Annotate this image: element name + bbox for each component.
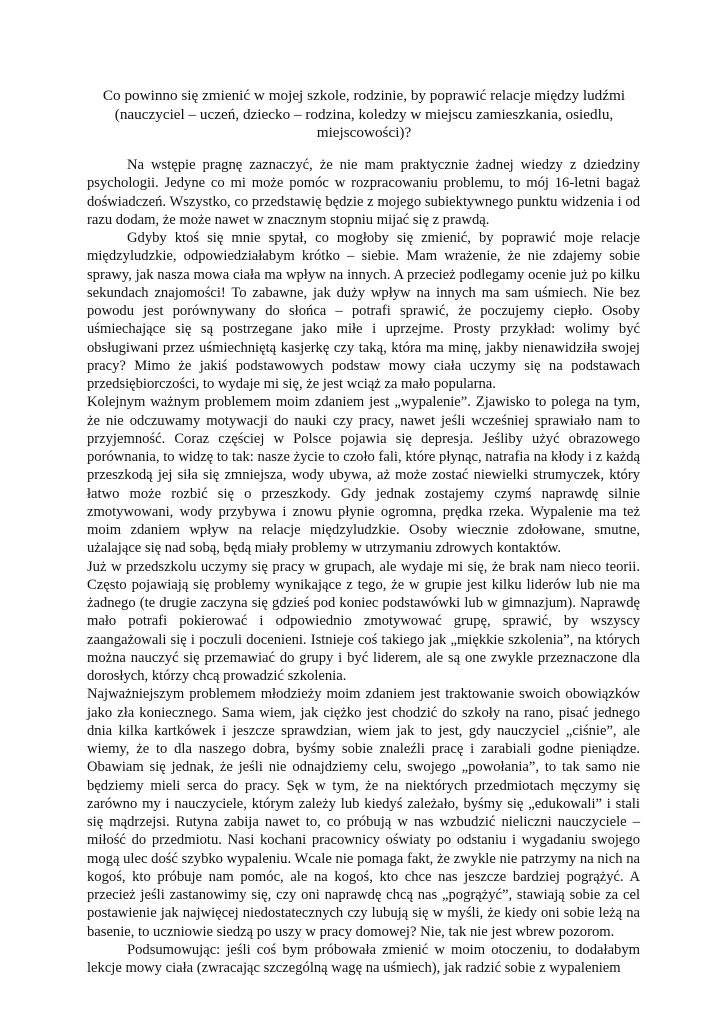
paragraph-intro: Na wstępie pragnę zaznaczyć, że nie mam praktycznie żadnej wiedzy z dziedziny psychologii. Jedyne co mi może pomóc w rozpracowaniu problemu, to mój 16-letni bagaż doświadczeń. Wszystko, co przedstawię będzie z mojego subiektywnego punktu widzenia i od razu dodam, że może nawet w znacznym stopniu mijać się z prawdą. xyxy=(87,157,640,228)
paragraph-body-language: Gdyby ktoś się mnie spytał, co mogłoby się zmienić, by poprawić moje relacje międzyludzkie, odpowiedziałabym krótko – siebie. Mam wrażenie, że nie zdajemy sobie sprawy, jak nasza mowa ciała ma wpływ na innych. A przecież podlegamy ocenie już po kilku sekundach znajomości! To zabawne, jak duży wpływ na innych ma sam uśmiech. Nie bez powodu jest porównywany do słońca – potrafi sprawić, że poczujemy ciepło. Osoby uśmiechające się są postrzegane jako miłe i uprzejme. Prosty przykład: wolimy być obsługiwani przez uśmiechniętą kasjerkę czy taką, która ma minę, jakby nienawidziła swojej pracy? Mimo że jakiś podstawowych podstaw mowy ciała uczymy się na podstawach przedsiębiorczości, to wydaje mi się, że jest wciąż za mało popularna. xyxy=(87,230,640,392)
paragraph-obligations: Najważniejszym problemem młodzieży moim zdaniem jest traktowanie swoich obowiązków jako zła koniecznego. Sama wiem, jak ciężko jest chodzić do szkoły na rano, pisać jednego dnia kilka kartkówek i jeszcze sprawdzian, wiem jak to jest, gdy nauczyciel „ciśnie”, ale wiemy, że to dla naszego dobra, byśmy sobie znaleźli pracę i zarabiali godne pieniądze. Obawiam się jednak, że jeśli nie odnajdziemy celu, swojego „powołania”, to tak samo nie będziemy mieli serca do pracy. Sęk w tym, że na niektórych przedmiotach męczymy się zarówno my i nauczyciele, którym zależy lub kiedyś zależało, byśmy się „edukowali” i stali się mądrzejsi. Rutyna zabija nawet to, co próbują w nas wzbudzić nieliczni nauczyciele – miłość do przedmiotu. Nasi kochani pracownicy oświaty po odstaniu i wygadaniu swojego mogą ulec dość szybko wypaleniu. Wcale nie pomaga fakt, że zwykle nie patrzymy na nich na kogoś, kto próbuje nam pomóc, ale na kogoś, kto chce nas jeszcze bardziej pogrążyć. A przecież jeśli zastanowimy się, czy oni naprawdę chcą nas „pogrążyć”, stawiają sobie za cel postawienie jak najwięcej niedostatecznych czy lubują się w myśli, że kiedy oni sobie leżą na basenie, to uczniowie siedzą po uszy w pracy domowej? Nie, tak nie jest wbrew pozorom. xyxy=(87,686,640,940)
paragraph-group-work: Już w przedszkolu uczymy się pracy w grupach, ale wydaje mi się, że brak nam nieco teorii. Często pojawiają się problemy wynikające z tego, że w grupie jest kilku liderów lub nie ma żadnego (te drugie zaczyna się gdzieś pod koniec podstawówki lub w gimnazjum). Naprawdę mało potrafi pokierować i odpowiednio zmotywować grupę, sprawić, by wszyscy zaangażowali się i poczuli docenieni. Istnieje coś takiego jak „miękkie szkolenia”, na których można nauczyć się przemawiać do grupy i być liderem, ale są one zwykle przeznaczone dla dorosłych, którzy chcą prowadzić szkolenia. xyxy=(87,558,640,684)
document-body xyxy=(87,156,640,977)
paragraph-burnout: Kolejnym ważnym problemem moim zdaniem jest „wypalenie”. Zjawisko to polega na tym, że nie odczuwamy motywacji do nauki czy pracy, nawet jeśli wcześniej sprawiało nam to przyjemność. Coraz częściej w Polsce pojawia się depresja. Jeśliby użyć obrazowego porównania, to widzę to tak: nasze życie to czoło fali, które płynąc, natrafia na kłody i z każdą przeszkodą jej siła się zmniejsza, wody ubywa, aż może zostać niewielki strumyczek, który łatwo może rozbić się o przeszkody. Gdy jednak zostajemy czymś naprawdę silnie zmotywowani, wody przybywa i znowu płynie ogromna, prędka rzeka. Wypalenie ma też moim zdaniem wpływ na relacje międzyludzkie. Osoby wiecznie zdołowane, smutne, użalające się nad sobą, będą miały problemy w utrzymaniu zdrowych kontaktów. xyxy=(87,394,640,557)
paragraph-summary: Podsumowując: jeśli coś bym próbowała zmienić w moim otoczeniu, to dodałabym lekcje mowy ciała (zwracając szczególną wagę na uśmiech), jak radzić sobie z wypaleniem xyxy=(87,941,640,976)
document-title: Co powinno się zmienić w mojej szkole, rodzinie, by poprawić relacje między ludźmi (nauczyciel – uczeń, dziecko – rodzina, koledzy w miejscu zamieszkania, osiedlu, miejscowości)? xyxy=(102,87,626,141)
